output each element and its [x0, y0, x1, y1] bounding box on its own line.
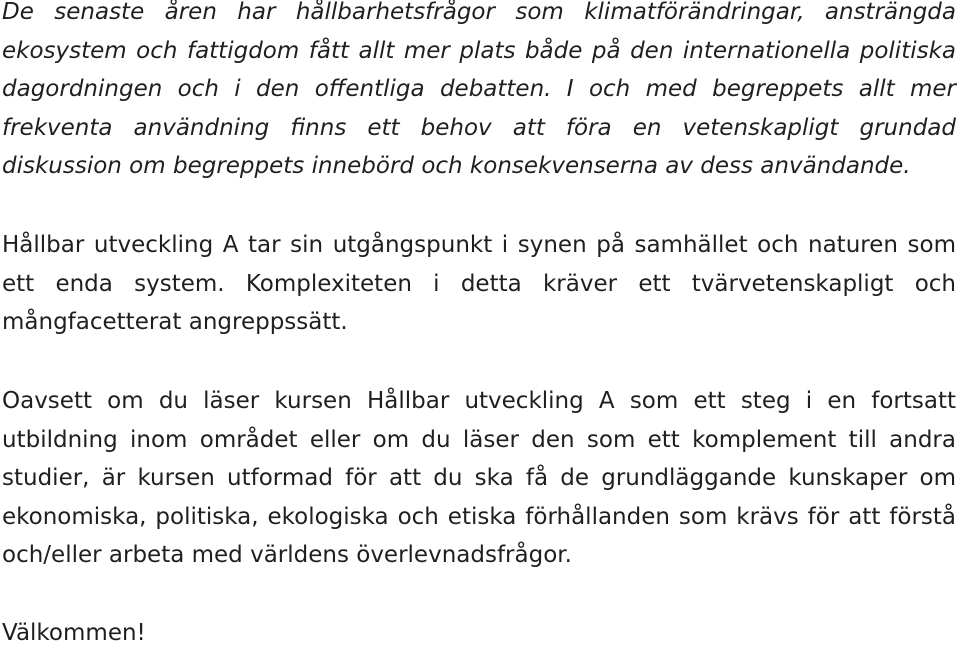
intro-paragraph: De senaste åren har hållbarhetsfrågor som klimatförändringar, ansträngda ekosystem och fattigdom fått allt mer plats både på den internationella politiska dagordningen och i den offentliga debatten. I och med begreppets allt mer frekventa användning finns ett behov att föra en vetenskapligt grundad diskussion om begreppets innebörd och konsekvenserna av dess användande.: [2, 0, 956, 179]
welcome-text: Välkommen!: [2, 620, 146, 646]
course-description-paragraph: Hållbar utveckling A tar sin utgångspunkt i synen på samhället och naturen som ett enda system. Komplexiteten i detta kräver ett tvärvetenskapligt och mångfacetterat angreppssätt.: [2, 232, 956, 335]
course-purpose-paragraph: Oavsett om du läser kursen Hållbar utveckling A som ett steg i en fortsatt utbildning inom området eller om du läser den som ett komplement till andra studier, är kursen utformad för att du ska få de grundläggande kunskaper om ekonomiska, politiska, ekologiska och etiska förhållanden som krävs för att förstå och/eller arbeta med världens överlevnadsfrågor.: [2, 388, 956, 568]
